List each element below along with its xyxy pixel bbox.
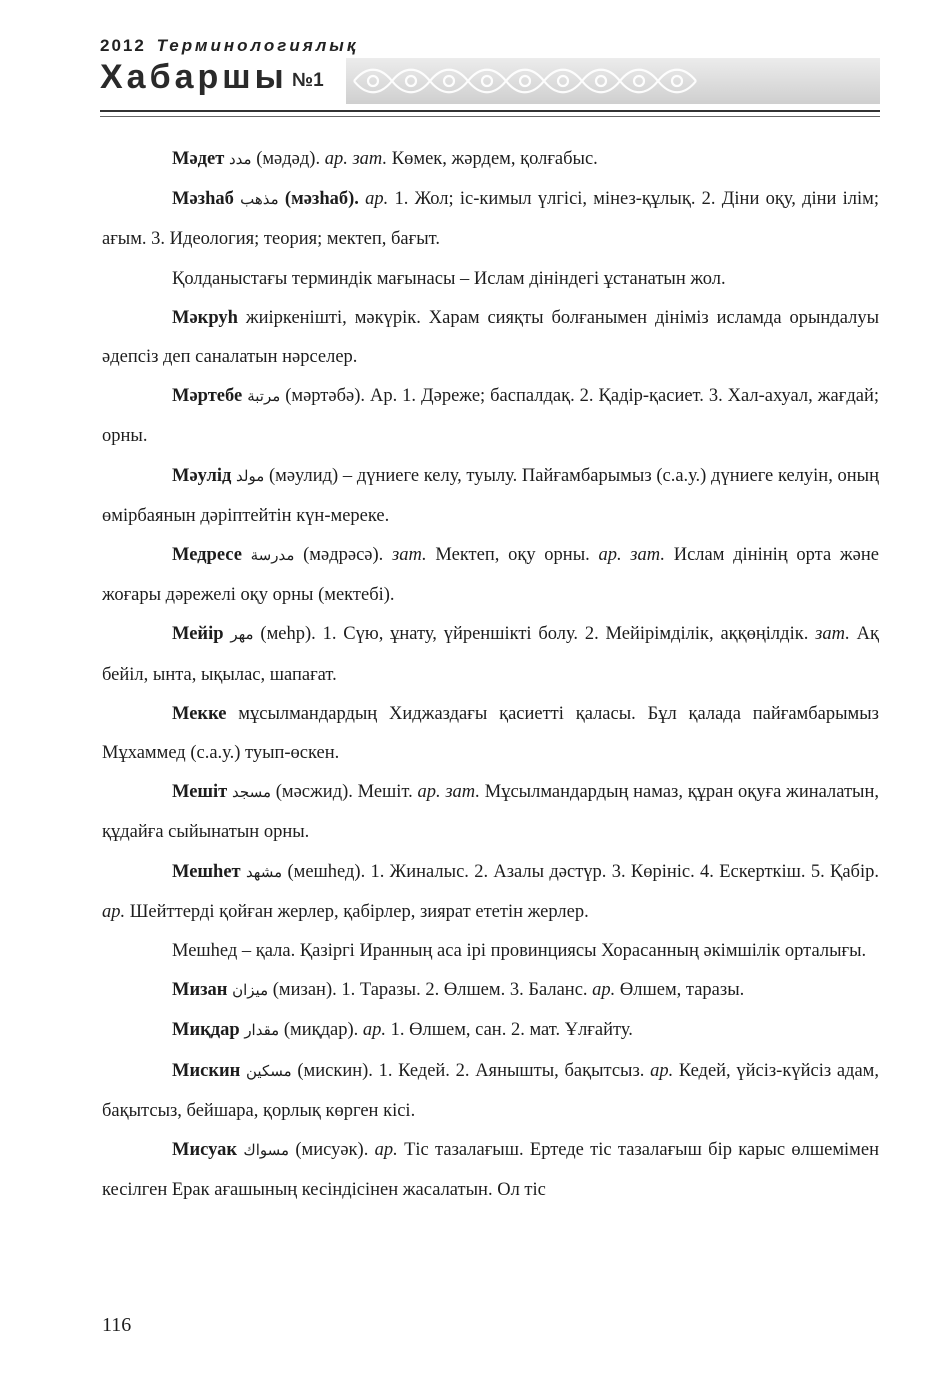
entry-abbr: ар. [362,1020,387,1041]
entry-term: Мәртебе [172,386,243,407]
entry-text: (мәулид) – дүниеге келу, туылу. Пайғамбарымыз (с.а.у.) дүниеге келуін, оның өмірбаянын дәріптейтін күн-мереке. [102,465,880,526]
dictionary-entries [102,140,879,1210]
entry-abbr: ар. [102,901,126,922]
journal-header [100,36,880,120]
entry-abbr: ар. зат. [324,149,388,169]
page-number: 116 [102,1314,132,1336]
entry-term: Мешіт [172,782,228,803]
entry-text: (мискин). 1. Кедей. 2. Аянышты, бақытсыз. [291,1060,651,1081]
entry-abbr: зат. [815,624,850,645]
header-title: Хабаршы [100,58,288,96]
entry-term: Мәзһаб [172,189,234,210]
entry-arabic: مرتبة [247,389,281,406]
entry-text: (миқдар). [279,1020,363,1041]
entry-term-transliteration: (мәзһаб). [278,189,359,210]
entry-text: мұсылмандардың Хиджаздағы қасиетті қаласы. Бұл қалада пайғамбарымыз Мұхаммед (с.а.у.) туып-өскен. [102,703,879,764]
entry-meshhet [102,853,879,932]
header-rule-thin [100,116,880,117]
entry-text: Тіс тазалағыш. Ертеде тіс тазалағыш бір карыс өлшемімен кесілген Ерак ағашының кесіндісінен жасалатын. Ол тіс [102,1140,879,1201]
entry-term: Мәдет [172,149,225,169]
header-rule-thick [100,110,880,112]
entry-abbr: ар. [374,1140,398,1161]
entry-meshhed-city [102,932,879,971]
entry-mazhab-usage [102,260,879,299]
entry-miskin [102,1052,879,1131]
entry-text: Ақ бейіл, ынта, ықылас, шапағат. [102,624,880,685]
entry-abbr: ар. зат. [598,545,665,566]
entry-text: Қолданыстағы терминдік мағынасы – Ислам дініндегі ұстанатын жол. [172,268,726,289]
entry-makruh [102,299,879,377]
entry-text: (мизан). 1. Таразы. 2. Өлшем. 3. Баланс. [268,980,593,1001]
entry-text: Ислам дінінің орта және жоғары дәрежелі оқу орны (мектебі). [102,545,879,606]
entry-mizan [102,971,879,1011]
ornament-band [346,58,880,104]
entry-text: (мәртәбә). Ар. 1. Дәреже; баспалдақ. 2. Қадір-қасиет. 3. Хал-ахуал, жағдай; орны. [102,386,879,447]
entry-text: Мешһед – қала. Қазіргі Иранның аса ірі провинциясы Хорасанның әкімшілік орталығы. [172,941,867,962]
entry-term: Миқдар [172,1020,240,1041]
entry-text: (мисуәк). [289,1140,375,1161]
entry-term: Медресе [172,545,242,566]
entry-term: Мешһет [172,861,241,882]
entry-term: Мейір [172,624,224,645]
entry-term: Мискин [172,1060,241,1081]
entry-abbr: ар. [365,189,389,210]
entry-arabic: ميزان [232,983,269,1000]
header-year: 2012 [100,36,146,55]
entry-arabic: مدرسة [250,548,295,565]
entry-term: Мекке [172,703,227,724]
entry-text: (мәдәд). [251,149,325,169]
entry-text: (мәсжид). Мешіт. [271,782,418,803]
entry-text: (мешһед). 1. Жиналыс. 2. Азалы дәстүр. 3. Көрініс. 4. Ескерткіш. 5. Қабір. [282,861,879,882]
entry-abbr: зат. [392,545,427,566]
entry-text: Өлшем, таразы. [615,980,745,1001]
entry-arabic: مسواك [243,1143,290,1160]
entry-text: Мектеп, оқу орны. [426,545,599,566]
entry-abbr: ар. зат. [417,782,481,803]
entry-text: (мәдрәсә). [294,545,392,566]
entry-term: Мизан [172,980,228,1001]
entry-misuak [102,1131,879,1210]
entry-text: Көмек, жәрдем, қолғабыс. [387,149,598,169]
entry-arabic: مدد [228,152,252,168]
ornament-pattern-icon [346,58,880,104]
header-issue: №1 [292,70,324,91]
entry-abbr: ар. [592,980,616,1001]
entry-text: жиіркенішті, мәкүрік. Харам сияқты болғанымен дініміз исламда орындалуы әдепсіз деп саналатын нәрселер. [102,307,879,368]
entry-martebe [102,377,879,456]
entry-mazhab [102,180,879,259]
entry-meshit [102,773,879,852]
entry-text: Мұсылмандардың намаз, құран оқуға жиналатын, құдайға сыйынатын орны. [102,782,880,843]
entry-arabic: مسجد [232,785,271,802]
entry-term: Мисуак [172,1140,238,1161]
entry-abbr: ар. [650,1060,674,1081]
entry-mekke [102,695,879,773]
entry-arabic: مقدار [244,1023,280,1040]
entry-maulid [102,457,879,536]
entry-arabic: مسكين [246,1063,292,1080]
entry-text: (меһр). 1. Сүю, ұнату, үйреншікті болу. 2. Мейірімділік, аққөңілдік. [253,624,816,645]
entry-arabic: مولد [236,468,265,485]
entry-madet [102,140,879,180]
header-series-line [100,36,358,56]
header-series: Терминологиялық [156,36,359,55]
entry-arabic: مذهب [240,192,279,209]
entry-arabic: مشهد [245,864,283,881]
entry-miqdar [102,1011,879,1051]
entry-term: Мәулід [172,465,232,486]
entry-meiir [102,615,879,694]
entry-text: 1. Өлшем, сан. 2. мат. Ұлғайту. [386,1020,633,1041]
entry-text: Шейттерді қойған жерлер, қабірлер, зиярат ететін жерлер. [125,901,589,922]
entry-medrese [102,536,879,615]
entry-text: 1. Жол; іс-кимыл үлгісі, мінез-құлық. 2. Діни оқу, діни ілім; ағым. 3. Идеология; теория; мектеп, бағыт. [102,189,880,250]
entry-text: Кедей, үйсіз-күйсіз адам, бақытсыз, бейшара, қорлық көрген кісі. [102,1060,880,1121]
entry-term: Мәкруһ [172,307,238,328]
entry-arabic: مهر [230,627,254,644]
